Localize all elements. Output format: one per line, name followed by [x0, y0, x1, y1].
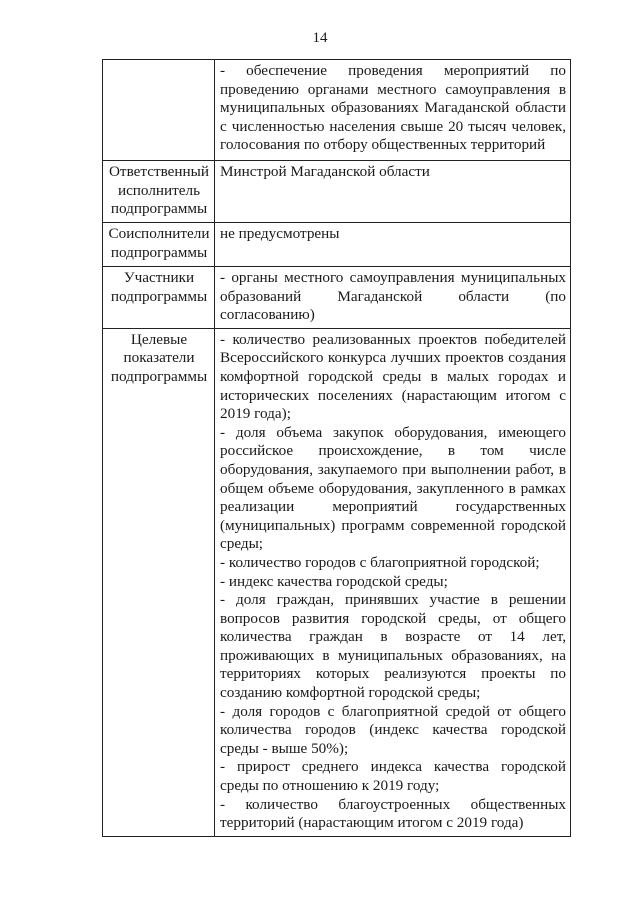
page-number: 14	[312, 30, 328, 46]
row-value-co-executors	[215, 223, 571, 267]
value-item: не предусмотрены	[220, 225, 340, 242]
value-item: - количество благоустроенных общественных территорий (нарастающим итогом с 2019 года)	[220, 795, 566, 832]
value-item: - доля городов с благоприятной средой от общего количества городов (индекс качества городской среды - выше 50%);	[220, 702, 566, 757]
value-item: - прирост среднего индекса качества городской среды по отношению к 2019 году;	[220, 758, 566, 795]
value-item: - индекс качества городской среды;	[220, 572, 448, 590]
row-value-events	[215, 60, 571, 161]
table-row-events	[103, 60, 571, 161]
table-row-responsible-executor	[103, 161, 571, 223]
row-value-target-indicators	[215, 328, 571, 836]
row-label-target-indicators: Целевые показатели подпрограммы	[103, 328, 215, 836]
table-row-target-indicators	[103, 328, 571, 836]
row-label-responsible-executor: Ответственный исполнитель подпрограммы	[103, 161, 215, 223]
row-value-participants	[215, 267, 571, 329]
value-item: - доля граждан, принявших участие в решении вопросов развития городской среды, от общего количества граждан в возрасте от 14 лет, проживающих в муниципальных образованиях, на территориях которых реализуются проекты по созданию комфортной городской среды;	[220, 591, 566, 702]
row-label-participants: Участники подпрограммы	[103, 267, 215, 329]
row-label-empty	[103, 60, 215, 161]
table-row-participants	[103, 267, 571, 329]
value-item: - количество городов с благоприятной городской;	[220, 553, 540, 571]
row-value-responsible-executor	[215, 161, 571, 223]
row-label-co-executors: Соисполнители подпрограммы	[103, 223, 215, 267]
value-item: - органы местного самоуправления муниципальных образований Магаданской области (по согласованию)	[220, 269, 566, 324]
subprogram-passport-table	[102, 59, 571, 837]
value-item: - обеспечение проведения мероприятий по проведению органами местного самоуправления в муниципальных образованиях Магаданской области с численностью населения свыше 20 тысяч человек, голосования по отбору общественных территорий	[220, 62, 566, 154]
table-row-co-executors	[103, 223, 571, 267]
value-item: - количество реализованных проектов победителей Всероссийского конкурса лучших проектов создания комфортной городской среды в малых городах и исторических поселениях (нарастающим итогом с 2019 года);	[220, 330, 566, 423]
value-item: Минстрой Магаданской области	[220, 163, 430, 180]
value-item: - доля объема закупок оборудования, имеющего российское происхождение, в том числе оборудования, закупаемого при выполнении работ, в общем объеме оборудования, закупленного в рамках реализации мероприятий государственных (муниципальных) программ современной городской среды;	[220, 423, 566, 553]
